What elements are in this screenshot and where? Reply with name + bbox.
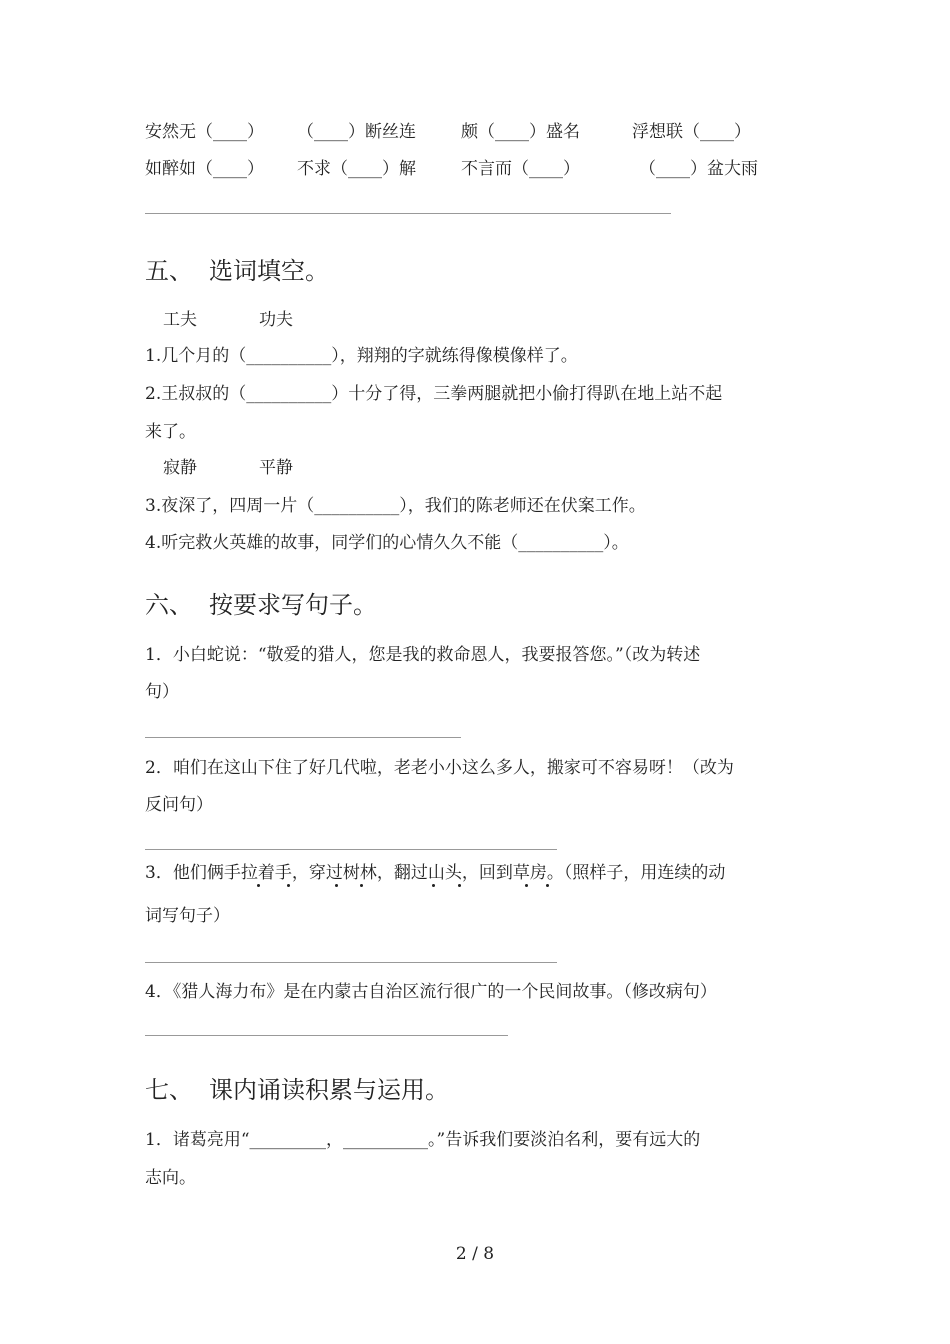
question: 4．《猎人海力布》是在内蒙古自治区流行很广的一个民间故事。（修改病句） <box>145 982 717 1002</box>
word-choice: 功夫 <box>259 310 293 330</box>
question: 3．他们俩手拉着手，穿过树林，翻过山头，回到草房。（照样子，用连续的动 <box>145 863 726 883</box>
question-continuation: 句） <box>145 682 179 702</box>
section-number: 六、 <box>145 591 193 619</box>
idiom-item: 如醉如（____） <box>145 159 264 179</box>
idiom-item: 不求（____）解 <box>297 159 416 179</box>
answer-line <box>145 213 671 214</box>
question: 1．诸葛亮用“_________，__________。”告诉我们要淡泊名利，要有远大的 <box>145 1130 701 1150</box>
section-title: 选词填空。 <box>209 257 329 285</box>
idiom-item: （____）断丝连 <box>297 122 416 142</box>
section-6-heading <box>145 590 377 620</box>
word-choices-1 <box>163 309 293 331</box>
section-number: 五、 <box>145 257 193 285</box>
question-continuation: 来了。 <box>145 422 196 442</box>
word-choice: 工夫 <box>163 310 197 330</box>
question-continuation: 反问句） <box>145 795 213 815</box>
idiom-item: 不言而（____） <box>461 159 580 179</box>
idiom-item: 浮想联（____） <box>632 122 751 142</box>
answer-line <box>145 737 461 738</box>
question: 2．咱们在这山下住了好几代啦，老老小小这么多人，搬家可不容易呀！（改为 <box>145 758 734 778</box>
section-title: 课内诵读积累与运用。 <box>209 1076 449 1104</box>
idiom-item: （____）盆大雨 <box>639 159 758 179</box>
answer-line <box>145 962 557 963</box>
section-5-heading <box>145 256 329 286</box>
question: 1．小白蛇说：“敬爱的猎人，您是我的救命恩人，我要报答您。”（改为转述 <box>145 645 701 665</box>
question-continuation: 词写句子） <box>145 906 230 926</box>
word-choice: 寂静 <box>163 458 197 478</box>
idiom-item: 颇（____）盛名 <box>461 122 580 142</box>
page-number: 2 / 8 <box>455 1244 495 1264</box>
question: 2.王叔叔的（__________）十分了得，三拳两腿就把小偷打得趴在地上站不起 <box>145 384 723 404</box>
question: 3.夜深了，四周一片（__________），我们的陈老师还在伏案工作。 <box>145 496 646 516</box>
question-continuation: 志向。 <box>145 1168 196 1188</box>
question: 4.听完救火英雄的故事，同学们的心情久久不能（__________）。 <box>145 533 629 553</box>
answer-line <box>145 849 557 850</box>
word-choices-2 <box>163 457 293 479</box>
answer-line <box>145 1035 508 1036</box>
word-choice: 平静 <box>259 458 293 478</box>
section-7-heading <box>145 1075 449 1105</box>
section-number: 七、 <box>145 1076 193 1104</box>
question: 1.几个月的（__________），翔翔的字就练得像模像样了。 <box>145 346 578 366</box>
idiom-item: 安然无（____） <box>145 122 264 142</box>
section-title: 按要求写句子。 <box>209 591 377 619</box>
